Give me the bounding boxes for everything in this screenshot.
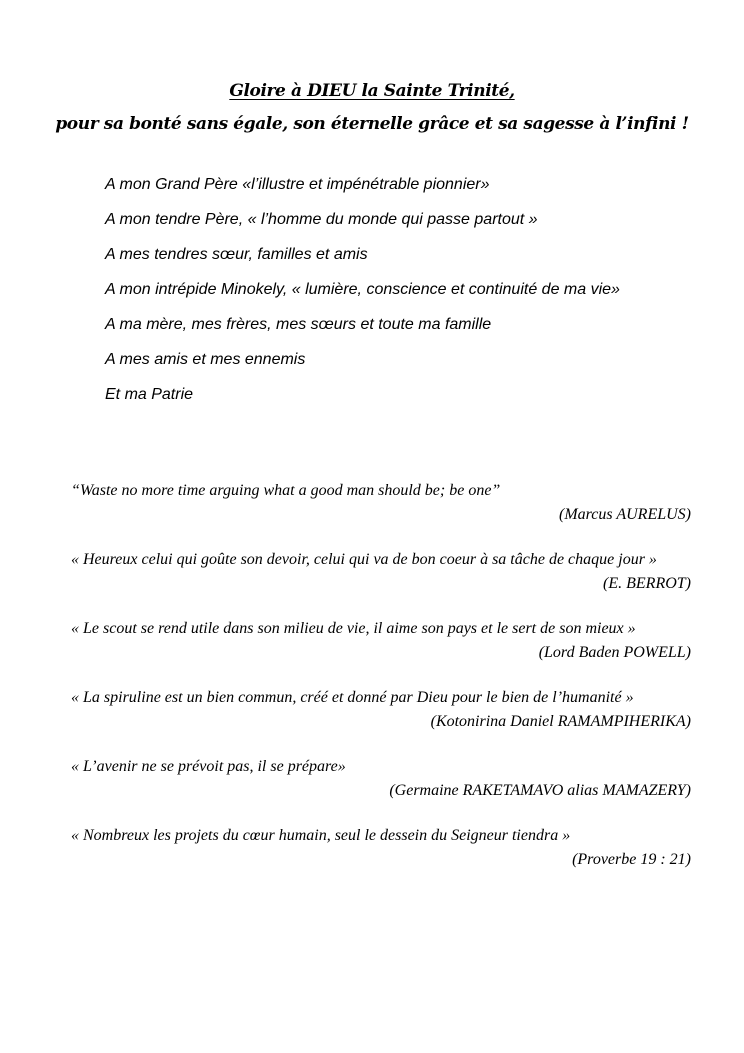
dedication-grandfather: A mon Grand Père «l’illustre et impénétrable pionnier» bbox=[105, 176, 490, 193]
dedication-list bbox=[105, 174, 620, 419]
quote-text: « L’avenir ne se prévoit pas, il se prépare» bbox=[71, 758, 346, 775]
quote-text: « Nombreux les projets du cœur humain, seul le dessein du Seigneur tiendra » bbox=[71, 827, 571, 844]
quote-text: « La spiruline est un bien commun, créé et donné par Dieu pour le bien de l’humanité » bbox=[71, 689, 634, 706]
dedication-minokely: A mon intrépide Minokely, « lumière, conscience et continuité de ma vie» bbox=[105, 281, 620, 298]
quote-author: (Lord Baden POWELL) bbox=[538, 644, 691, 661]
quote-author: (Proverbe 19 : 21) bbox=[572, 851, 691, 868]
quote-text: “Waste no more time arguing what a good man should be; be one” bbox=[71, 482, 501, 499]
quote-proverbe bbox=[71, 824, 691, 872]
quote-author: (Marcus AURELUS) bbox=[559, 506, 691, 523]
dedication-friends-enemies: A mes amis et mes ennemis bbox=[105, 351, 306, 368]
quote-author: (Kotonirina Daniel RAMAMPIHERIKA) bbox=[430, 713, 691, 730]
dedication-homeland: Et ma Patrie bbox=[105, 386, 194, 403]
quote-author: (E. BERROT) bbox=[603, 575, 691, 592]
quote-text: « Le scout se rend utile dans son milieu de vie, il aime son pays et le sert de son mieux » bbox=[71, 620, 636, 637]
quote-raketamavo bbox=[71, 755, 691, 803]
dedication-mother-siblings: A ma mère, mes frères, mes sœurs et toute ma famille bbox=[105, 316, 492, 333]
dedication-sister-family: A mes tendres sœur, familles et amis bbox=[105, 246, 368, 263]
quote-text: « Heureux celui qui goûte son devoir, celui qui va de bon coeur à sa tâche de chaque jour » bbox=[71, 551, 657, 568]
quote-ramampiherika bbox=[71, 686, 691, 734]
dedication-father: A mon tendre Père, « l’homme du monde qui passe partout » bbox=[105, 211, 538, 228]
title-line-2: pour sa bonté sans égale, son éternelle grâce et sa sagesse à l’infini ! bbox=[55, 114, 689, 134]
quote-author: (Germaine RAKETAMAVO alias MAMAZERY) bbox=[389, 782, 691, 799]
quote-baden-powell bbox=[71, 617, 691, 665]
quote-berrot bbox=[71, 548, 691, 596]
quote-aurelius bbox=[71, 479, 691, 527]
quote-list bbox=[71, 479, 691, 893]
title-line-1: Gloire à DIEU la Sainte Trinité, bbox=[229, 81, 515, 101]
